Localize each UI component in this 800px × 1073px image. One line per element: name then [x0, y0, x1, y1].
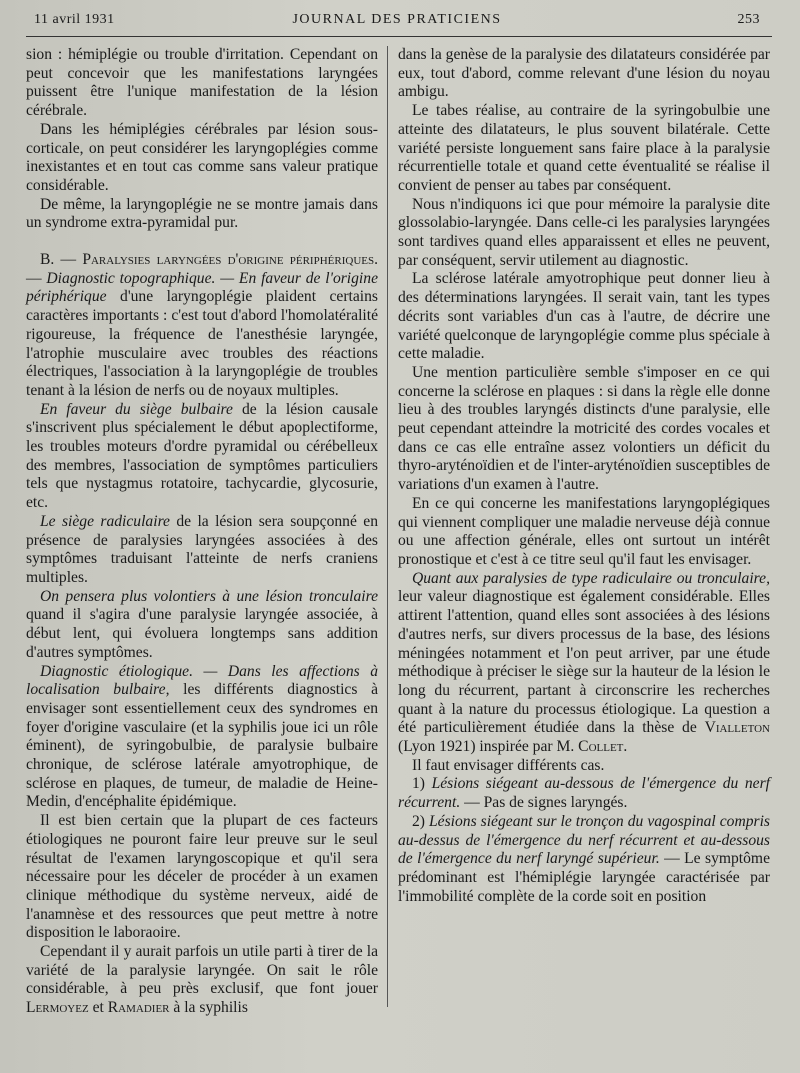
header-rule: [26, 36, 772, 37]
subheading: Diagnostic étiologique. — Dans les affections à localisation bulbaire,: [26, 662, 378, 699]
section-heading: Paralysies laryngées d'origine périphériques.: [82, 251, 378, 269]
paragraph: Il faut envisager différents cas.: [412, 756, 605, 774]
author-name: Ramadier: [107, 999, 170, 1017]
section-b-paragraph: B. — Paralysies laryngées d'origine périphériques. — Diagnostic topographique. — En faveur de l'origine périphérique d'une laryngoplégie plaident certains caractères importants : c'est tout d'abord l'homolatéralité rigoureuse, la fréquence de l'anesthésie laryngée, l'atrophie musculaire avec troubles des réactions électriques, l'association à la laryngoplégie de troubles tenant à la lésion de nerfs ou de noyaux multiples.: [26, 251, 378, 399]
left-column: [26, 46, 378, 1023]
running-header: [34, 12, 760, 36]
author-name: Collet: [578, 738, 624, 756]
subheading: Diagnostic topographique. — En faveur de l'origine périphérique: [26, 269, 378, 306]
paragraph: On pensera plus volontiers à une lésion tronculaire quand il s'agira d'une paralysie laryngée associée, à début lent, qui évoluera longtemps sans addition d'autres symptômes.: [26, 587, 378, 661]
paragraph: Il est bien certain que la plupart de ces facteurs étiologiques ne pouront faire leur preuve sur le seul résultat de l'examen laryngoscopique et qu'il sera nécessaire pour les déceler de procéder à un examen clinique méthodique du système nerveux, aidé de l'anamnèse et des ressources que peut mettre à notre disposition le laboraoire.: [26, 812, 378, 942]
paragraph: Le tabes réalise, au contraire de la syringobulbie une atteinte des dilatateurs, le plus souvent bilatérale. Cette variété persiste longuement sans faire place à la paralysie récurrentielle totale et quand cette éventualité se réalise il convient de penser au tabes par conséquent.: [398, 102, 770, 194]
column-divider: [387, 46, 388, 1007]
paragraph: Diagnostic étiologique. — Dans les affections à localisation bulbaire, les différents diagnostics à envisager sont essentiellement ceux des syndromes en foyer d'origine vasculaire (et la syphilis joue ici un rôle éminent), de syringobulbie, de paralysie bulbaire chronique, de sclérose latérale amyotrophique, de sclérose en plaques, de tumeur, de maladie de Heine-Medin, d'encéphalite épidémique.: [26, 662, 378, 811]
paragraph: Dans les hémiplégies cérébrales par lésion sous-corticale, on peut considérer les laryngoplégies comme inexistantes et en tout cas comme sans valeur pratique considérable.: [26, 120, 378, 194]
paragraph: De même, la laryngoplégie ne se montre jamais dans un syndrome extra-pyramidal pur.: [26, 195, 378, 232]
paragraph: Quant aux paralysies de type radiculaire ou tronculaire, leur valeur diagnostique est également considérable. Elles attirent l'attention, quand elles sont associées à des lésions d'autres nerfs, sur divers processus de la base, des lésions méningées notamment et l'on peut arriver, par une étude méthodique à préciser le siège sur la hauteur de la lésion le long du récurrent, partant à circonscrire les recherches quant à la nature du processus étiologique. La question a été particulièrement étudiée dans la thèse de Vialleton (Lyon 1921) inspirée par M. Collet.: [398, 569, 770, 756]
paragraph: Cependant il y aurait parfois un utile parti à tirer de la variété de la paralysie laryngée. On sait le rôle considérable, à peu près exclusif, que font jouer Lermoyez et Ramadier à la syphilis: [26, 943, 378, 1017]
page-number: 253: [737, 12, 760, 27]
list-item: 1) Lésions siégeant au-dessous de l'émergence du nerf récurrent. — Pas de signes laryngés.: [398, 775, 771, 812]
list-item: 2) Lésions siégeant sur le tronçon du vagospinal compris au-dessus de l'émergence du nerf récurrent et au-dessous de l'émergence du nerf laryngé supérieur. — Le symptôme prédominant est l'hémiplégie laryngée caractérisée par l'immobilité complète de la corde soit en position: [398, 812, 771, 905]
paragraph: Une mention particulière semble s'imposer en ce qui concerne la sclérose en plaques : si dans la règle elle donne lieu à des troubles laryngés distincts d'une paralysie, elle peut cependant atteindre la motricité des cordes vocales et dans ce cas elle entraîne assez volontiers un déficit du thyro-aryténoïdien et de l'inter-aryténoïdien susceptibles de variations d'un examen à l'autre.: [398, 363, 770, 494]
paragraph: Le siège radiculaire de la lésion sera soupçonné en présence de paralysies laryngées associées à des symptômes traduisant l'atteinte de nerfs craniens multiples.: [26, 512, 378, 586]
paragraph: En faveur du siège bulbaire de la lésion causale s'inscrivent plus spécialement le début apoplectiforme, les troubles moteurs d'ordre pyramidal ou cérébelleux des membres, l'association de symptômes particuliers tels que nystagmus rotatoire, tachycardie, glycosurie, etc.: [26, 400, 379, 512]
section-label: B. —: [40, 251, 83, 269]
paragraph: La sclérose latérale amyotrophique peut donner lieu à des déterminations laryngées. Il serait vain, tant les types décrits sont variables d'un cas à l'autre, de décrire une variété quelconque de laryngoplégie comme plus spéciale à cette maladie.: [398, 270, 770, 363]
header-date: 11 avril 1931: [34, 12, 115, 27]
author-name: Lermoyez: [26, 999, 89, 1017]
right-column: [398, 46, 770, 1023]
paragraph: En ce qui concerne les manifestations laryngoplégiques qui viennent compliquer une maladie nerveuse déjà connue ou une affection générale, elles ont surtout un intérêt pronostique et c'est à ce titre seul qu'il faut les envisager.: [398, 494, 770, 568]
paragraph: sion : hémiplégie ou trouble d'irritation. Cependant on peut concevoir que les manifestations laryngées puissent être l'unique manifestation de la lésion cérébrale.: [26, 46, 378, 120]
paragraph: Nous n'indiquons ici que pour mémoire la paralysie dite glossolabio-laryngée. Dans celle-ci les paralysies laryngées sont tardives quand elles apparaissent et elles ne peuvent, par conséquent, servir utilement au diagnostic.: [398, 195, 770, 269]
author-name: Vialleton: [704, 719, 770, 737]
paragraph: dans la genèse de la paralysie des dilatateurs considérée par eux, tout d'abord, comme relevant d'une lésion du noyau ambigu.: [398, 46, 770, 101]
journal-title: JOURNAL DES PRATICIENS: [292, 12, 502, 27]
